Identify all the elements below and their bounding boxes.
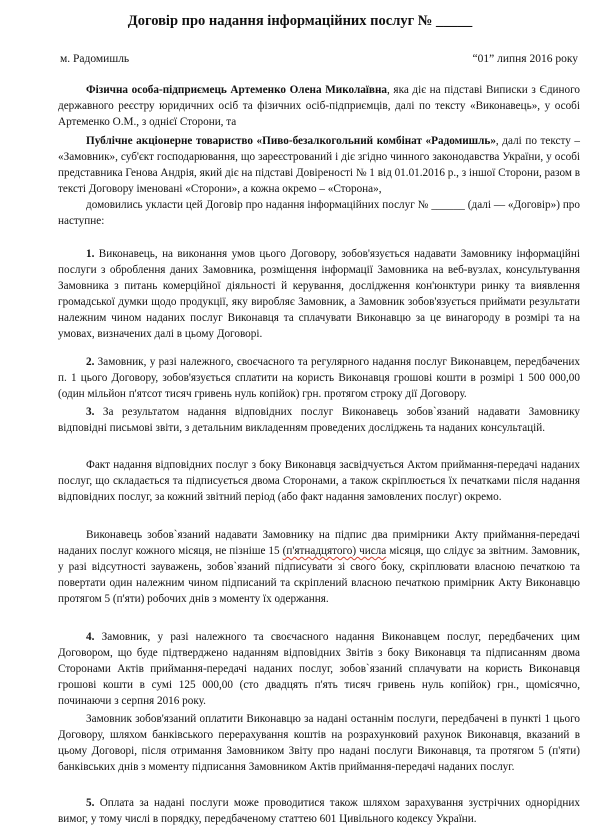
- intro-agreement: домовились укласти цей Договір про надання інформаційних послуг № ______ (далі — «Договір») про наступне:: [58, 199, 580, 227]
- customer-name: Публічне акціонерне товариство «Пиво-безалкогольний комбінат «Радомишль»: [86, 135, 496, 147]
- clause-2-number: 2.: [86, 356, 95, 368]
- intro-party-executor: [58, 83, 580, 131]
- clause-2-text: Замовник, у разі належного, своєчасного та регулярного надання послуг Виконавцем, передбачених п. 1 цього Договору, зобов'язується сплатити на користь Виконавця грошові кошти в розмірі 1 500 000,00 (один мільйон п'ятсот тисяч гривень нуль копійок) грн. протягом строку дії Договору.: [58, 356, 580, 400]
- clause-3-signing-text-end: місяця, що слідує за звітним. Замовник, у разі відсутності зауважень, зобов`язаний підписувати зі свого боку, скріплювати власною печаткою та повертати один належним чином підписаний та скріплений власною печаткою примірник Акту Виконавцю протягом 5 (п'яти) робочих днів з моменту їх одержання.: [58, 544, 580, 605]
- clause-4-payment-paragraph: Замовник зобов'язаний оплатити Виконавцю за надані останнім послуги, передбачені в пункті 1 цього Договору, шляхом банківського перерахування коштів на розрахунковий рахунок Виконавця, вказаний в цьому Договорі, після отримання Замовником Звіту про надані послуги Виконавця, та протягом 5 (п'яти) банківських днів з моменту підписання Замовником Актів приймання-передачі наданих послуг.: [58, 713, 580, 773]
- clause-3-signing-paragraph: [58, 528, 580, 608]
- document-title: Договір про надання інформаційних послуг № _____: [127, 13, 473, 29]
- clause-1-number: 1.: [86, 248, 95, 260]
- document-date: “01” липня 2016 року: [472, 53, 578, 65]
- clause-3: [58, 405, 580, 437]
- executor-name: Фізична особа-підприємець Артеменко Олена Миколаївна: [86, 84, 387, 96]
- clause-3-text: За результатом надання відповідних послуг Виконавець зобов`язаний надавати Замовнику відповідні письмові звіти, з детальним викладенням проведених досліджень та наданих консультацій.: [58, 406, 580, 434]
- clause-2: [58, 355, 580, 403]
- clause-4-text: Замовник, у разі належного та своєчасного надання Виконавцем послуг, передбачених цим Договором, що буде підтверджено наданням відповідних Звітів з боку Виконавця та підписанням двома Сторонами Актів приймання-передачі наданих послуг, зобов`язаний сплачувати на користь Виконавця грошові кошти в сумі 125 000,00 (сто двадцять п'ять тисяч гривень нуль копійок) грн., щомісячно, починаючи з серпня 2016 року.: [58, 631, 580, 707]
- clause-3-number: 3.: [86, 406, 95, 418]
- customer-description: , далі по тексту – «Замовник», суб'єкт господарювання, що зареєстрований і діє згідно чинного законодавства України, у особі представника Генова Андрія, який діє на підставі Довіреності № 1 від 01.01.2016 р., з іншої Сторони, разом в тексті Договору іменовані «Сторони», а кожна окремо – «Сторона»,: [58, 135, 581, 195]
- clause-1: [58, 247, 580, 342]
- clause-3-act-paragraph: Факт надання відповідних послуг з боку Виконавця засвідчується Актом приймання-передачі наданих послуг, що складається та підписується двома Сторонами, а також скріплюється їх печатками після надання відповідних послуг, за кожний звітний період (або факт надання замовлених послуг) окремо.: [58, 459, 580, 503]
- intro-party-customer: [58, 134, 580, 198]
- clause-5-number: 5.: [86, 797, 95, 809]
- clause-5-text: Оплата за надані послуги може проводитися також шляхом зарахування зустрічних однорідних вимог, у тому числі в порядку, передбаченому статтею 601 Цивільного кодексу України.: [58, 797, 580, 825]
- clause-5: [58, 796, 580, 828]
- clause-1-text: Виконавець, на виконання умов цього Договору, зобов'язується надавати Замовнику інформаційні послуги з оброблення даних Замовника, розміщення інформації Замовника на веб-вузлах, консультування Замовника з питань комерційної діяльності й керування, дослідження кон'юнктури ринку та виявлення громадської думки щодо продукції, яку виробляє Замовник, а Замовник зобов'язується приймати результати належним чином наданих послуг Виконавця та сплачувати Виконавцю за це винагороду в розмірі та на умовах, визначених далі в цьому Договорі.: [58, 248, 580, 340]
- clause-4: [58, 630, 580, 710]
- executor-description: , яка діє на підставі Виписки з Єдиного державного реєстру юридичних осіб та фізичних осіб-підприємців, далі по тексту «Виконавець», у особі Артеменко О.М., з однієї Сторони, та: [58, 84, 580, 128]
- document-place: м. Радомишль: [60, 53, 130, 65]
- clause-3-signing-text-start: Виконавець зобов`язаний надавати Замовнику на підпис два примірники Акту приймання-передачі наданих послуг кожного місяця, не пізніше 15: [58, 529, 580, 557]
- clause-4-number: 4.: [86, 631, 95, 643]
- spellcheck-marked-text: (п'ятнадцятого) числа: [282, 544, 387, 557]
